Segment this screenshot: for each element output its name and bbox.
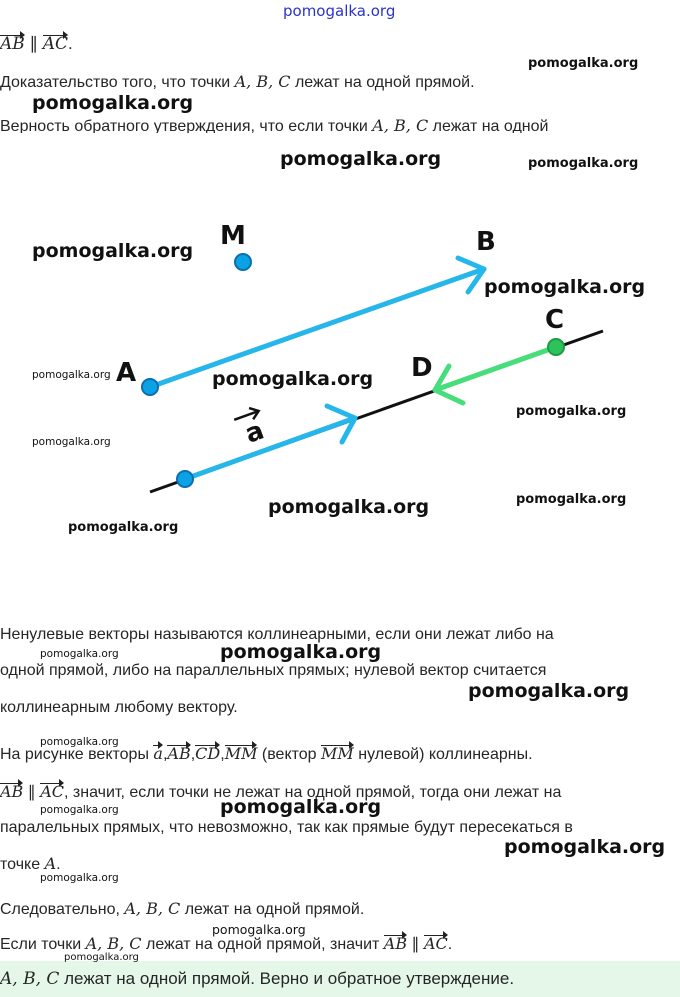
reasoning-line-3: [0, 854, 61, 874]
vector-cd: CD: [195, 744, 221, 763]
watermark: pomogalka.org: [40, 872, 119, 884]
text: Верность обратного утверждения, что если точки: [0, 118, 373, 133]
vector-ac: AC: [40, 782, 64, 801]
point-c: [548, 339, 564, 355]
text: лежат на одной прямой. Верно и обратное утверждение.: [59, 969, 515, 988]
parallel-sign: ∥: [24, 34, 43, 53]
watermark: pomogalka.org: [40, 804, 119, 816]
point-m: [235, 254, 251, 270]
label-d: D: [411, 353, 433, 383]
watermark: pomogalka.org: [283, 2, 396, 20]
vector-ac: AC: [42, 34, 69, 54]
watermark: pomogalka.org: [32, 240, 194, 262]
points: A, B, C: [372, 116, 429, 133]
text: лежат на одной: [428, 118, 549, 133]
vector-ab: AB: [383, 934, 408, 953]
watermark: pomogalka.org: [504, 836, 666, 858]
label-a: A: [116, 358, 137, 388]
text: (вектор: [257, 746, 322, 763]
text: , значит, если точки не лежат на одной прямой, тогда они лежат на: [64, 784, 562, 801]
watermark: pomogalka.org: [468, 680, 630, 702]
definition-line-1: Ненулевые векторы называются коллинеарными, если они лежат либо на: [0, 626, 554, 643]
watermark: pomogalka.org: [40, 736, 119, 748]
points: A, B, C: [234, 72, 291, 91]
vector-a-arrow: [185, 415, 355, 479]
collinear-line: На рисунке векторы a,AB,CD,MM (вектор MM нулевой) коллинеарны.: [0, 744, 533, 763]
parallel-sign: ∥: [23, 784, 41, 801]
text: Если точки: [0, 936, 86, 953]
text: На рисунке векторы: [0, 746, 154, 763]
label-m: M: [220, 221, 246, 251]
vector-cd-arrow: [435, 347, 556, 390]
vector-ab: AB: [0, 782, 24, 801]
watermark: pomogalka.org: [40, 648, 119, 660]
text-line-converse: [0, 116, 548, 133]
vector-ab: AB: [0, 34, 25, 54]
watermark: pomogalka.org: [268, 496, 430, 518]
vector-mm-zero: MM: [321, 744, 354, 763]
watermark: pomogalka.org: [528, 56, 639, 71]
watermark: pomogalka.org: [280, 148, 442, 170]
vector-ab: AB: [167, 744, 191, 763]
definition-line-3: коллинеарным любому вектору.: [0, 699, 238, 716]
vector-mm: MM: [224, 744, 258, 763]
converse-line: [0, 934, 452, 954]
watermark: pomogalka.org: [220, 641, 382, 663]
text: лежат на одной прямой.: [290, 74, 475, 91]
points: A, B, C: [124, 899, 181, 918]
period: .: [447, 936, 453, 953]
text: нулевой) коллинеарны.: [353, 746, 533, 763]
watermark: pomogalka.org: [516, 492, 627, 507]
text-line-parallel: [0, 34, 73, 54]
vector-a: a: [153, 744, 163, 763]
reasoning-line-2: паралельных прямых, что невозможно, так как прямые будут пересекаться в: [0, 819, 573, 836]
label-vector-a: [232, 405, 270, 451]
watermark: pomogalka.org: [212, 368, 374, 390]
watermark: pomogalka.org: [32, 369, 111, 381]
watermark: pomogalka.org: [528, 156, 639, 171]
points: A, B, C: [0, 969, 60, 989]
text: лежат на одной прямой.: [180, 901, 365, 918]
watermark: pomogalka.org: [32, 436, 111, 448]
points: A, B, C: [85, 934, 142, 953]
point-a: [142, 379, 158, 395]
watermark: pomogalka.org: [220, 796, 382, 818]
definition-line-2: одной прямой, либо на параллельных прямых; нулевой вектор считается: [0, 662, 547, 679]
point-a-start: [177, 471, 193, 487]
answer-line: [0, 969, 514, 989]
vector-ac: AC: [423, 934, 448, 953]
text: лежат на одной прямой, значит: [141, 936, 384, 953]
period: .: [56, 856, 61, 873]
watermark: pomogalka.org: [212, 922, 306, 937]
text: точке: [0, 856, 45, 873]
period: .: [68, 34, 73, 53]
watermark: pomogalka.org: [68, 520, 179, 535]
text-line-proof-title: [0, 72, 475, 92]
label-c: C: [545, 305, 565, 335]
label-b: B: [476, 227, 496, 257]
watermark: pomogalka.org: [484, 276, 646, 298]
parallel-sign: ∥: [407, 936, 424, 953]
label-vec-a-text: a: [241, 415, 268, 450]
watermark: pomogalka.org: [516, 404, 627, 419]
text: Доказательство того, что точки: [0, 74, 235, 91]
watermark: pomogalka.org: [64, 952, 139, 963]
point-a: A: [44, 854, 57, 873]
conclusion-line: [0, 899, 364, 919]
text: Следовательно,: [0, 901, 125, 918]
watermark: pomogalka.org: [32, 92, 194, 114]
